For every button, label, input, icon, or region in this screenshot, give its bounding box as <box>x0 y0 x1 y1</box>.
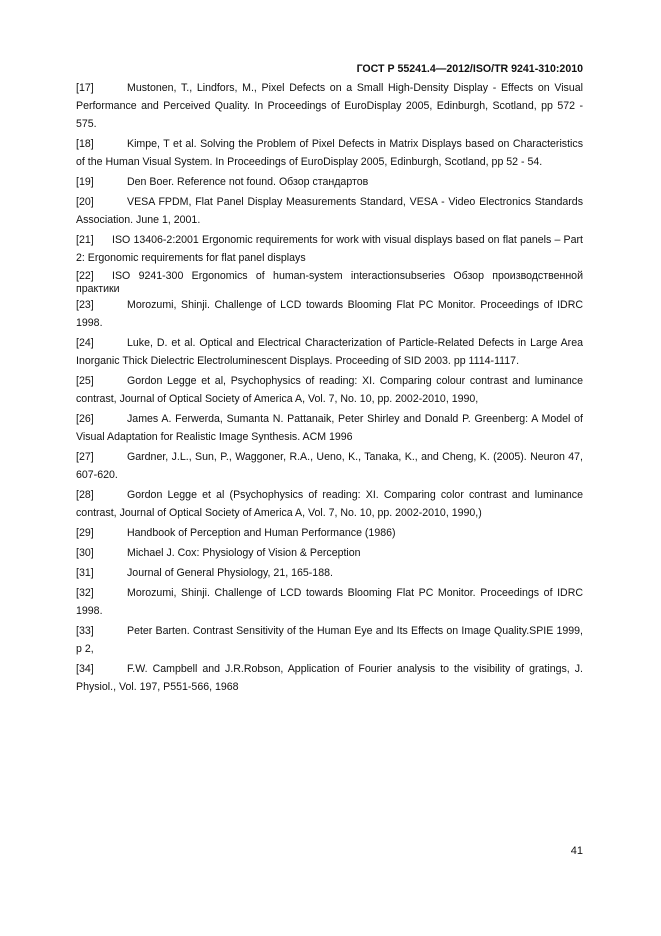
reference-text: ISO 13406-2:2001 Ergonomic requirements for work with visual displays based on flat panels – Part 2: Ergonomic requirements for flat panel displays <box>76 234 583 264</box>
reference-number: [33] <box>76 625 94 637</box>
reference-item <box>76 231 583 267</box>
reference-text: Journal of General Physiology, 21, 165-188. <box>127 567 333 579</box>
reference-item <box>76 410 583 446</box>
reference-number: [24] <box>76 337 94 349</box>
reference-text: Den Boer. Reference not found. Обзор стандартов <box>127 176 369 188</box>
reference-item <box>76 135 583 171</box>
reference-number: [21] <box>76 234 94 246</box>
document-header: ГОСТ Р 55241.4—2012/ISO/TR 9241-310:2010 <box>356 63 583 75</box>
reference-text: Morozumi, Shinji. Challenge of LCD towards Blooming Flat PC Monitor. Proceedings of IDRC 1998. <box>76 587 583 617</box>
reference-text: Handbook of Perception and Human Performance (1986) <box>127 527 396 539</box>
reference-number: [23] <box>76 299 94 311</box>
reference-text: Michael J. Cox: Physiology of Vision & Perception <box>127 547 361 559</box>
reference-number: [34] <box>76 663 94 675</box>
reference-text: Peter Barten. Contrast Sensitivity of the Human Eye and Its Effects on Image Quality.SPIE 1999, p 2, <box>76 625 583 655</box>
reference-item <box>76 448 583 484</box>
reference-number: [22] <box>76 270 94 282</box>
reference-text: VESA FPDM, Flat Panel Display Measurements Standard, VESA - Video Electronics Standards Association. June 1, 2001. <box>76 196 583 226</box>
reference-item <box>76 79 583 133</box>
reference-number: [31] <box>76 567 94 579</box>
reference-number: [28] <box>76 489 94 501</box>
reference-text: Gordon Legge et al (Psychophysics of reading: XI. Comparing color contrast and luminance contrast, Journal of Optical Society of America A, Vol. 7, No. 10, pp. 2002-2010, 1990,) <box>76 489 583 519</box>
reference-item <box>76 622 583 658</box>
reference-text: Mustonen, T., Lindfors, M., Pixel Defects on a Small High-Density Display - Effects on Visual Performance and Perceived Quality. In Proceedings of EuroDisplay 2005, Edinburgh, Scotland, pp 572 - 575. <box>76 82 583 130</box>
reference-list <box>76 79 583 698</box>
reference-item <box>76 544 583 562</box>
reference-number: [20] <box>76 196 94 208</box>
reference-item <box>76 564 583 582</box>
reference-number: [30] <box>76 547 94 559</box>
reference-number: [25] <box>76 375 94 387</box>
reference-text: Morozumi, Shinji. Challenge of LCD towards Blooming Flat PC Monitor. Proceedings of IDRC 1998. <box>76 299 583 329</box>
reference-item <box>76 296 583 332</box>
reference-text: Gardner, J.L., Sun, P., Waggoner, R.A., Ueno, K., Tanaka, K., and Cheng, K. (2005). Neuron 47, 607-620. <box>76 451 583 481</box>
reference-item <box>76 173 583 191</box>
reference-item <box>76 486 583 522</box>
reference-item <box>76 334 583 370</box>
reference-text: Kimpe, T et al. Solving the Problem of Pixel Defects in Matrix Displays based on Characteristics of the Human Visual System. In Proceedings of EuroDisplay 2005, Edinburgh, Scotland, pp 52 - 54. <box>76 138 583 168</box>
reference-number: [26] <box>76 413 94 425</box>
reference-text: Gordon Legge et al, Psychophysics of reading: XI. Comparing colour contrast and luminance contrast, Journal of Optical Society of America A, Vol. 7, No. 10, pp. 2002-2010, 1990, <box>76 375 583 405</box>
reference-item <box>76 584 583 620</box>
reference-number: [32] <box>76 587 94 599</box>
reference-text: ISO 9241-300 Ergonomics of human-system interactionsubseries Обзор производственной практики <box>76 270 583 295</box>
page-number: 41 <box>570 845 583 857</box>
reference-number: [19] <box>76 176 94 188</box>
reference-number: [29] <box>76 527 94 539</box>
reference-number: [27] <box>76 451 94 463</box>
reference-item <box>76 372 583 408</box>
reference-item <box>76 193 583 229</box>
reference-number: [17] <box>76 82 94 94</box>
reference-number: [18] <box>76 138 94 150</box>
reference-item <box>76 524 583 542</box>
reference-item <box>76 660 583 696</box>
reference-text: Luke, D. et al. Optical and Electrical Characterization of Particle-Related Defects in Large Area Inorganic Thick Dielectric Electroluminescent Displays. Proceeding of SID 2003. pp 1114-1117. <box>76 337 583 367</box>
reference-text: F.W. Campbell and J.R.Robson, Application of Fourier analysis to the visibility of gratings, J. Physiol., Vol. 197, P551-566, 1968 <box>76 663 583 693</box>
reference-text: James A. Ferwerda, Sumanta N. Pattanaik, Peter Shirley and Donald P. Greenberg: A Model of Visual Adaptation for Realistic Image Synthesis. ACM 1996 <box>76 413 583 443</box>
reference-item <box>76 270 583 296</box>
